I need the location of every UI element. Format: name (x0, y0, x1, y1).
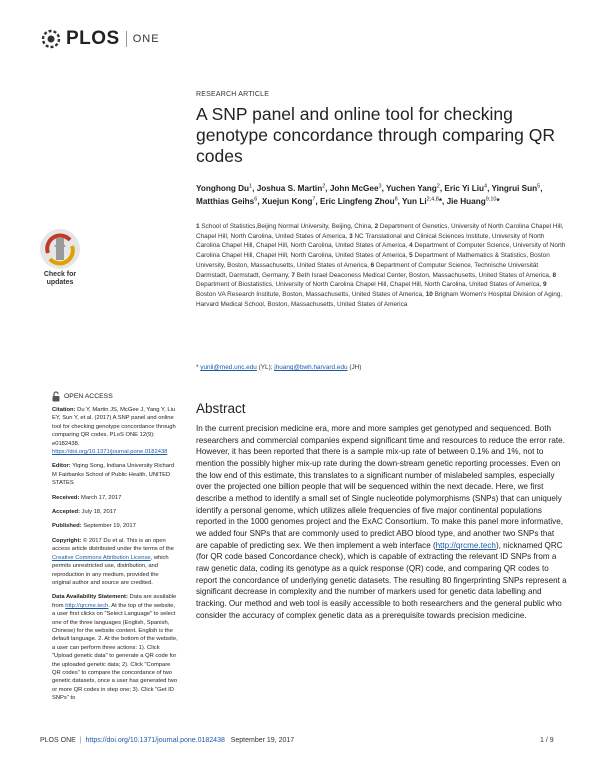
author-name[interactable]: Yuchen Yang (385, 183, 437, 193)
author-list (196, 181, 566, 207)
email-link-jh[interactable]: jhuang@bwh.harvard.edu (274, 364, 348, 371)
affiliation-text: Department of Computer Science, Technische Universität Darmstadt, Darmstadt, Germany, (196, 261, 539, 279)
open-access-text: OPEN ACCESS (64, 393, 113, 400)
affiliation-number: 3 (349, 232, 353, 240)
data-availability-link[interactable]: http://qrcme.tech (65, 602, 109, 609)
data-availability-label: Data Availability Statement: (52, 594, 128, 601)
logo-divider (126, 31, 127, 47)
affiliation-number: 7 (291, 271, 295, 279)
license-link[interactable]: Creative Commons Attribution License (52, 554, 151, 561)
page-footer (40, 737, 294, 744)
author-affiliation-sup: 2 (436, 183, 440, 189)
affiliations (196, 222, 566, 309)
check-for-updates-badge[interactable] (36, 229, 84, 289)
author-name[interactable]: Matthias Geihs (196, 196, 255, 206)
affiliation-text: Department of Genetics, University of North Carolina Chapel Hill, Chapel Hill, North Carolina, United States of America, (196, 223, 564, 240)
check-updates-icon (40, 229, 80, 269)
abstract-text-a: In the current precision medicine era, more and more samples get genotyped and sequenced. Both researchers and commercial companies expend significant time and resources to reduce the error rate. However, it has been reported that there is a sample mix-up rate of between 0.1% and 1%, not to mention the possibly higher mix-up rate during the down-stream genetic reporting processes. Even on the low end of this estimate, this translates to a significant number of mislabeled samples, especially over the projected one billion people that will be sequenced within the next decade. Here, we first describe a method to identify a small set of Single nucleotide polymorphisms (SNPs) that can uniquely identify a personal genome, which utilizes allele frequencies of five major continental populations reported in the 1000 genomes project and the ExAC Consortium. To make this panel more informative, we added four SNPs that are commonly used to predict ABO blood type, and another two SNPs that are capable of predicting sex. We then implement a web interface ( (196, 424, 565, 550)
footer-divider: | (79, 737, 82, 744)
open-lock-icon (52, 391, 60, 402)
journal-name: ONE (132, 33, 160, 45)
affiliation-text: Department of Computer Science, University of North Carolina Chapel Hill, Chapel Hill, North Carolina, United States of America, (196, 242, 566, 260)
author-separator: , (257, 196, 262, 206)
data-availability-text-a: Data are available from (52, 594, 177, 609)
open-access-label (52, 391, 113, 402)
author-separator: , (397, 196, 403, 206)
data-availability-text-b: . At the top of the website, a user first clicks on "Select Language" to select one of the three languages (English, Spanish, Chinese) for the website content. English is the default language. 2. At the bottom of the website, a user can perform three actions: 1). Click "Upload genetic data" to generate a QR code for the uploaded genetic data; 2). Click "Compare QR codes" to compare the concordance of two genetic datasets, once a user has generated two or more QR codes in step one; 3). Click "Get ID SNPs" to (52, 602, 178, 702)
author-affiliation-sup: 9,10 (485, 196, 497, 203)
published-label: Published: (52, 523, 82, 530)
correspondence: * yunli@med.unc.edu (YL); jhuang@bwh.harvard.edu (JH) (196, 364, 362, 371)
email-owner-jh: (JH) (347, 364, 362, 371)
affiliation-text: NC Translational and Clinical Sciences Institute, University of North Carolina Chapel Hill, Chapel Hill, North Carolina, United States of America, (196, 232, 545, 250)
journal-logo (40, 28, 160, 50)
abstract-text-b: ), nicknamed QRC (for QR code based Concordance check), which is capable of extracting the relevant ID SNPs from a raw genetic data, coding its genotype as a quick response (QR) code, and comparing QR codes to report the concordance of underlying genetic datasets. The resulting 80 fingerprinting SNPs represent a significant decrease in complexity and the number of markers used for genetic data labelling and tracking. Our method and web tool is easily accessible to both researchers and the general public who consider the accuracy of complex genetic data as a prerequisite towards precision medicine. (196, 540, 567, 620)
citation-text: Du Y, Martin JS, McGee J, Yang Y, Liu EY, Sun Y, et al. (2017) A SNP panel and online tool for checking genotype concordance through comparing QR codes. PLoS ONE 12(9): e0182438. (52, 407, 176, 447)
abstract-body (196, 423, 568, 621)
abstract-url-link[interactable]: http://qrcme.tech (435, 540, 496, 550)
published-date: September 19, 2017 (83, 523, 136, 530)
author-name[interactable]: Eric Lingfeng Zhou (319, 196, 395, 206)
author-affiliation-sup: 2,4,8 (426, 196, 439, 203)
copyright-text-a: © 2017 Du et al. This is an open access article distributed under the terms of the (52, 537, 174, 553)
footer-journal: PLOS ONE (40, 737, 76, 744)
author-separator: * (496, 196, 500, 206)
accepted-date: July 18, 2017 (81, 509, 117, 516)
affiliation-number: 9 (543, 281, 547, 289)
affiliation-number: 2 (374, 223, 379, 230)
author-affiliation-sup: 1 (249, 183, 253, 189)
author-name[interactable]: Joshua S. Martin (256, 183, 323, 193)
footer-doi-link[interactable]: https://doi.org/10.1371/journal.pone.0182438 (85, 737, 225, 744)
received-date: March 17, 2017 (81, 494, 122, 501)
affiliation-text: Boston VA Research Institute, Boston, Massachusetts, United States of America, (196, 290, 424, 298)
author-name[interactable]: Eric Yi Liu (444, 183, 485, 193)
author-name[interactable]: John McGee (329, 183, 379, 193)
author-affiliation-sup: 2 (322, 183, 326, 189)
accepted-block (52, 508, 178, 516)
author-affiliation-sup: 6 (254, 196, 258, 203)
affiliation-number: 6 (370, 261, 375, 269)
author-affiliation-sup: 8 (394, 196, 398, 203)
affiliation-number: 8 (552, 271, 557, 279)
author-affiliation-sup: 7 (312, 196, 316, 203)
footer-date: September 19, 2017 (230, 737, 295, 744)
journal-brand: PLOS (66, 28, 120, 49)
author-separator: , (487, 183, 492, 193)
section-label: RESEARCH ARTICLE (196, 91, 270, 98)
accepted-label: Accepted: (52, 509, 81, 516)
check-updates-line2: updates (46, 279, 74, 286)
citation-label: Citation: (52, 407, 76, 413)
author-name[interactable]: Yingrui Sun (491, 183, 538, 193)
affiliation-text: Department of Biostatistics, University of North Carolina Chapel Hill, Chapel Hill, North Carolina, United States of America, (196, 281, 542, 289)
author-separator: , (381, 183, 386, 193)
author-separator: , (439, 183, 445, 193)
author-separator: , (252, 183, 257, 193)
author-separator: , (315, 196, 320, 206)
affiliation-text: School of Statistics,Beijing Normal University, Beijing, China, (201, 223, 373, 230)
author-separator: , (540, 183, 543, 193)
received-label: Received: (52, 494, 80, 501)
affiliation-number: 4 (409, 242, 413, 250)
affiliation-text: Beth Israel Deaconess Medical Center, Boston, Massachusetts, United States of America, (296, 271, 551, 279)
affiliation-number: 1 (196, 223, 200, 230)
check-updates-line1: Check for (43, 271, 77, 278)
copyright-label: Copyright: (52, 537, 82, 544)
editor-label: Editor: (52, 463, 71, 470)
author-affiliation-sup: 4 (484, 183, 488, 189)
copyright-block (52, 537, 178, 587)
published-block (52, 522, 178, 530)
author-affiliation-sup: 5 (537, 183, 541, 189)
abstract-heading: Abstract (196, 401, 246, 416)
author-name[interactable]: Yun Li (402, 196, 427, 206)
page-number: 1 / 9 (540, 737, 554, 744)
author-name[interactable]: Yonghong Du (196, 183, 250, 193)
author-name[interactable]: Jie Huang (446, 196, 486, 206)
citation-block (52, 406, 178, 456)
affiliation-text: Department of Mathematics & Statistics, Boston University, Boston, Massachusetts, United States of America, (196, 252, 550, 269)
editor-text: Yiqing Song, Indiana University Richard M Fairbanks School of Public Health, UNITED STATES (52, 463, 175, 487)
email-owner-yl: (YL); (256, 364, 275, 371)
author-separator: *, (438, 196, 447, 206)
email-link-yl[interactable]: yunli@med.unc.edu (200, 364, 257, 371)
copyright-text-b: , which permits unrestricted use, distribution, and reproduction in any medium, provided the original author and source are credited. (52, 554, 169, 586)
citation-doi-link[interactable]: https://doi.org/10.1371/journal.pone.0182438 (52, 449, 168, 456)
plos-logo-icon (40, 28, 62, 50)
data-availability-block (52, 593, 178, 702)
affiliation-number: 5 (409, 252, 413, 260)
received-block (52, 494, 178, 502)
author-separator: , (325, 183, 330, 193)
editor-block (52, 462, 178, 487)
affiliation-number: 10 (425, 290, 433, 298)
affiliation-text: Brigham Women's Hospital Division of Aging, Harvard Medical School, Boston, Massachusetts, United States of America (196, 290, 563, 308)
article-info-sidebar (52, 406, 178, 709)
author-name[interactable]: Xuejun Kong (261, 196, 313, 206)
author-affiliation-sup: 3 (378, 183, 382, 189)
article-title: A SNP panel and online tool for checking genotype concordance through comparing QR codes (196, 104, 555, 166)
